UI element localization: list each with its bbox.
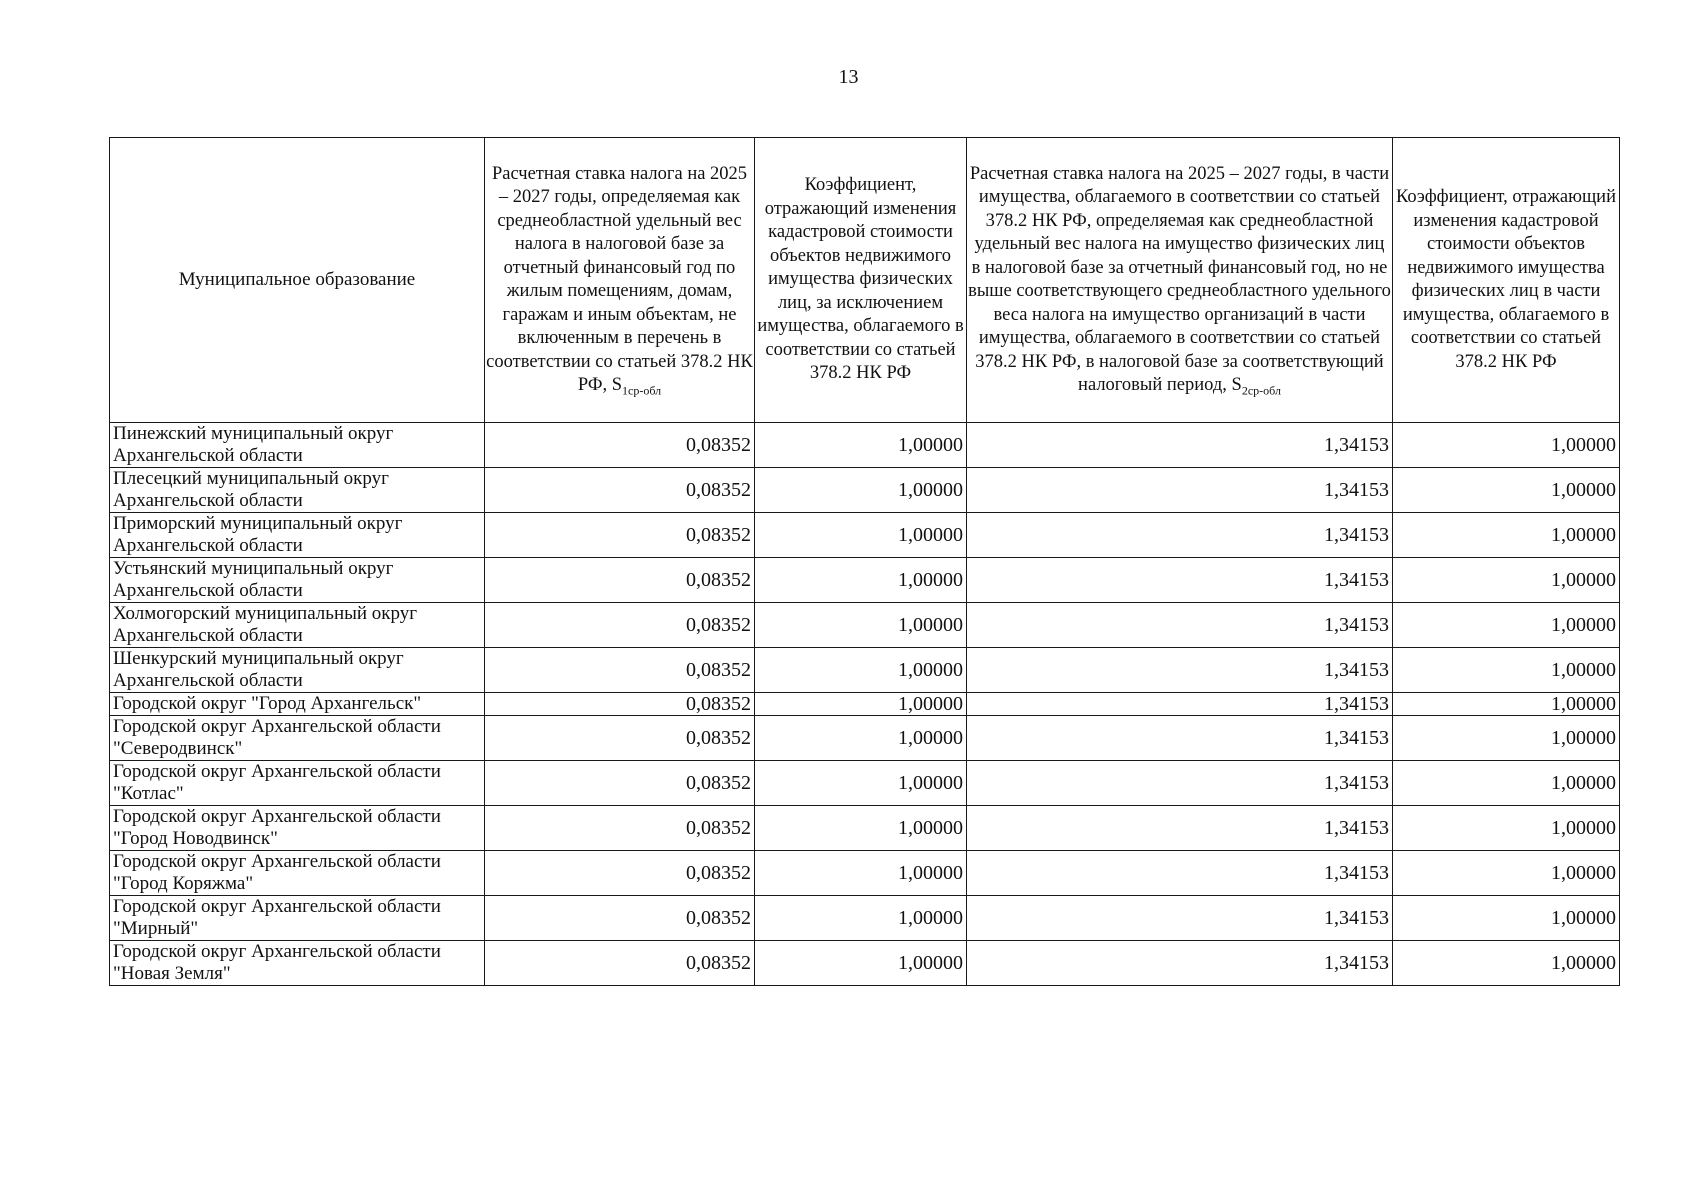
- header-coefficient-1-text: Коэффициент, отражающий изменения кадастровой стоимости объектов недвижимого имущества физических лиц, за исключением имущества, облагаемого в соответствии со статьей 378.2 НК РФ: [757, 175, 964, 384]
- table-row: [110, 693, 1620, 716]
- rate-s2-value: 1,34153: [967, 851, 1393, 896]
- municipality-name: Шенкурский муниципальный округ Архангельской области: [110, 648, 485, 693]
- municipality-name: Пинежский муниципальный округ Архангельской области: [110, 423, 485, 468]
- table-row: [110, 761, 1620, 806]
- table-row: [110, 851, 1620, 896]
- page-number: 13: [838, 66, 859, 88]
- rate-s1-value: 0,08352: [485, 761, 755, 806]
- rate-s1-value: 0,08352: [485, 693, 755, 716]
- header-coefficient-2: [1393, 138, 1620, 423]
- municipality-name: Городской округ Архангельской области "Новая Земля": [110, 941, 485, 986]
- header-rate-s2-text: Расчетная ставка налога на 2025 – 2027 годы, в части имущества, облагаемого в соответствии со статьей 378.2 НК РФ, определяемая как среднеобластной удельный вес налога на имущество физических лиц в налоговой базе за отчетный финансовый год, но не выше соответствующего среднеобластного удельного веса налога на имущество организаций в части имущества, облагаемого в соответствии со статьей 378.2 НК РФ, в налоговой базе за соответствующий налоговый период, S: [968, 163, 1391, 395]
- rate-s1-value: 0,08352: [485, 513, 755, 558]
- rate-s1-value: 0,08352: [485, 941, 755, 986]
- header-rate-s2-subscript: 2ср-обл: [1241, 383, 1281, 398]
- rate-s2-value: 1,34153: [967, 693, 1393, 716]
- table-body: [110, 423, 1620, 986]
- municipality-name: Городской округ "Город Архангельск": [110, 693, 485, 716]
- municipality-name: Городской округ Архангельской области "Котлас": [110, 761, 485, 806]
- coefficient-1-value: 1,00000: [755, 851, 967, 896]
- coefficient-1-value: 1,00000: [755, 806, 967, 851]
- header-coefficient-2-text: Коэффициент, отражающий изменения кадастровой стоимости объектов недвижимого имущества физических лиц в части имущества, облагаемого в соответствии со статьей 378.2 НК РФ: [1396, 187, 1616, 372]
- rate-s1-value: 0,08352: [485, 851, 755, 896]
- rate-s1-value: 0,08352: [485, 896, 755, 941]
- table-row: [110, 941, 1620, 986]
- coefficient-1-value: 1,00000: [755, 603, 967, 648]
- rate-s1-value: 0,08352: [485, 603, 755, 648]
- coefficient-2-value: 1,00000: [1393, 716, 1620, 761]
- rate-s2-value: 1,34153: [967, 896, 1393, 941]
- table-row: [110, 896, 1620, 941]
- rate-s1-value: 0,08352: [485, 806, 755, 851]
- rate-s2-value: 1,34153: [967, 648, 1393, 693]
- table-row: [110, 603, 1620, 648]
- coefficient-2-value: 1,00000: [1393, 761, 1620, 806]
- table-row: [110, 513, 1620, 558]
- rate-s2-value: 1,34153: [967, 716, 1393, 761]
- coefficient-2-value: 1,00000: [1393, 468, 1620, 513]
- municipality-name: Холмогорский муниципальный округ Архангельской области: [110, 603, 485, 648]
- coefficient-2-value: 1,00000: [1393, 558, 1620, 603]
- coefficient-1-value: 1,00000: [755, 716, 967, 761]
- rate-s2-value: 1,34153: [967, 513, 1393, 558]
- table-header-row: [110, 138, 1620, 423]
- rate-s2-value: 1,34153: [967, 423, 1393, 468]
- rate-s2-value: 1,34153: [967, 761, 1393, 806]
- header-municipality-text: Муниципальное образование: [178, 269, 416, 291]
- rate-s2-value: 1,34153: [967, 941, 1393, 986]
- coefficient-2-value: 1,00000: [1393, 851, 1620, 896]
- rate-s2-value: 1,34153: [967, 806, 1393, 851]
- table-row: [110, 468, 1620, 513]
- rate-s2-value: 1,34153: [967, 603, 1393, 648]
- rate-s2-value: 1,34153: [967, 558, 1393, 603]
- coefficient-1-value: 1,00000: [755, 468, 967, 513]
- header-rate-s1-text: Расчетная ставка налога на 2025 – 2027 годы, определяемая как среднеобластной удельный вес налога в налоговой базе за отчетный финансовый год по жилым помещениям, домам, гаражам и иным объектам, не включенным в перечень в соответствии со статьей 378.2 НК РФ, S: [486, 163, 753, 395]
- coefficient-1-value: 1,00000: [755, 693, 967, 716]
- municipality-name: Плесецкий муниципальный округ Архангельской области: [110, 468, 485, 513]
- coefficient-2-value: 1,00000: [1393, 423, 1620, 468]
- rate-s1-value: 0,08352: [485, 468, 755, 513]
- header-rate-s1-subscript: 1ср-обл: [622, 383, 662, 398]
- coefficient-1-value: 1,00000: [755, 896, 967, 941]
- tax-rate-table: [109, 137, 1620, 986]
- rate-s2-value: 1,34153: [967, 468, 1393, 513]
- table-row: [110, 423, 1620, 468]
- coefficient-1-value: 1,00000: [755, 941, 967, 986]
- table-row: [110, 806, 1620, 851]
- municipality-name: Устьянский муниципальный округ Архангельской области: [110, 558, 485, 603]
- municipality-name: Городской округ Архангельской области "Город Новодвинск": [110, 806, 485, 851]
- rate-s1-value: 0,08352: [485, 558, 755, 603]
- municipality-name: Городской округ Архангельской области "Северодвинск": [110, 716, 485, 761]
- table-row: [110, 716, 1620, 761]
- coefficient-2-value: 1,00000: [1393, 896, 1620, 941]
- header-rate-s1: [485, 138, 755, 423]
- coefficient-1-value: 1,00000: [755, 423, 967, 468]
- table-row: [110, 558, 1620, 603]
- coefficient-2-value: 1,00000: [1393, 693, 1620, 716]
- rate-s1-value: 0,08352: [485, 648, 755, 693]
- coefficient-1-value: 1,00000: [755, 648, 967, 693]
- coefficient-2-value: 1,00000: [1393, 603, 1620, 648]
- municipality-name: Городской округ Архангельской области "Город Коряжма": [110, 851, 485, 896]
- coefficient-1-value: 1,00000: [755, 761, 967, 806]
- header-rate-s2: [967, 138, 1393, 423]
- header-municipality: [110, 138, 485, 423]
- coefficient-2-value: 1,00000: [1393, 941, 1620, 986]
- coefficient-2-value: 1,00000: [1393, 648, 1620, 693]
- municipality-name: Городской округ Архангельской области "Мирный": [110, 896, 485, 941]
- coefficient-1-value: 1,00000: [755, 513, 967, 558]
- table-row: [110, 648, 1620, 693]
- coefficient-2-value: 1,00000: [1393, 806, 1620, 851]
- rate-s1-value: 0,08352: [485, 423, 755, 468]
- municipality-name: Приморский муниципальный округ Архангельской области: [110, 513, 485, 558]
- coefficient-1-value: 1,00000: [755, 558, 967, 603]
- rate-s1-value: 0,08352: [485, 716, 755, 761]
- coefficient-2-value: 1,00000: [1393, 513, 1620, 558]
- header-coefficient-1: [755, 138, 967, 423]
